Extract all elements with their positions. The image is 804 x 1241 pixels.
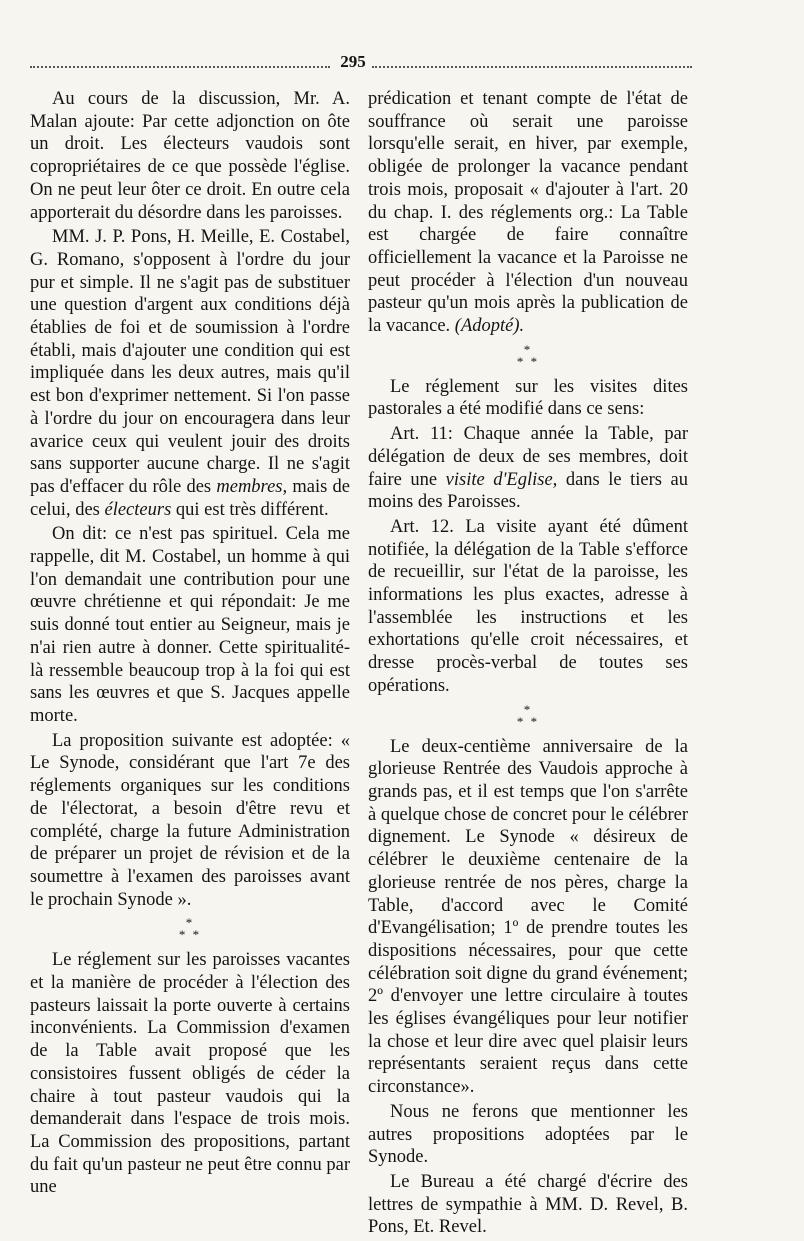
separator-star-top: * bbox=[523, 341, 533, 357]
separator-star-top: * bbox=[185, 915, 195, 931]
right-paragraph-7: Le Bureau a été chargé d'écrire des lettres de sympathie à MM. D. Revel, B. Pons, Et. Revel. bbox=[368, 1171, 688, 1238]
separator-star-top: * bbox=[523, 701, 533, 717]
separator-star-bottom: * * bbox=[516, 713, 540, 729]
section-separator-stars bbox=[30, 917, 350, 941]
right-paragraph-6: Nous ne ferons que mentionner les autres propositions adoptées par le Synode. bbox=[368, 1101, 688, 1168]
membres-emphasis: membres, bbox=[216, 476, 288, 497]
left-paragraph-2-part-b: mais de celui, des bbox=[30, 476, 350, 520]
visite-eglise-emphasis: visite d'Eglise, bbox=[445, 469, 558, 490]
right-paragraph-3-part-b: dans le tiers au moins des Paroisses. bbox=[368, 469, 688, 513]
right-paragraph-2: Le réglement sur les visites dites pastorales a été modifié dans ce sens: bbox=[368, 376, 688, 420]
right-paragraph-3 bbox=[368, 423, 688, 514]
separator-star-bottom: * * bbox=[178, 927, 202, 943]
separator-star-bottom: * * bbox=[516, 353, 540, 369]
electeurs-emphasis: électeurs bbox=[104, 499, 172, 520]
right-paragraph-3-part-a: Art. 11: Chaque année la Table, par délégation de deux de ses membres, doit faire une bbox=[368, 424, 688, 490]
section-separator-stars bbox=[368, 701, 688, 729]
left-paragraph-2 bbox=[30, 226, 350, 521]
adopte-emphasis: (Adopté). bbox=[454, 316, 525, 337]
section-separator-stars bbox=[368, 341, 688, 369]
header-rule-left bbox=[30, 66, 330, 68]
left-paragraph-2-part-c: qui est très différent. bbox=[171, 499, 329, 520]
right-paragraph-4: Art. 12. La visite ayant été dûment notifiée, la délégation de la Table s'efforce de recueillir, sur l'état de la paroisse, les informations les plus exactes, adresse à l'assemblée les instructions et les exhortations qu'elle croit nécessaires, et dresse procès-verbal de toutes ses opérations. bbox=[368, 516, 688, 696]
right-paragraph-1-text: prédication et tenant compte de l'état de souffrance où serait une paroisse lorsqu'elle serait, en hiver, par exemple, obligée de prolonger la vacance pendant trois mois, proposait « d'ajouter à l'art. 20 du chap. I. des réglements org.: La Table est chargée de faire connaître officiellement la vacance et la Paroisse ne peut procéder à l'élection d'un nouveau pasteur qu'un mois après la publication de la vacance. bbox=[368, 89, 688, 337]
left-paragraph-5: Le réglement sur les paroisses vacantes et la manière de procéder à l'élection des pasteurs laissait la porte ouverte à certains inconvénients. La Commission d'examen de la Table avait proposé que les consistoires fussent obligés de céder la chaire à tout pasteur vaudois qui la demanderait dans l'espace de trois mois. La Commission des propositions, partant du fait qu'un pasteur ne peut être connu par une bbox=[30, 950, 350, 1198]
left-paragraph-2-part-a: MM. J. P. Pons, H. Meille, E. Costabel, G. Romano, s'opposent à l'ordre du jour pur et simple. Il ne s'agit pas de substituer une question d'argent aux conditions déjà établies de foi et de soumission à l'ordre établi, mais d'ajouter une condition qui est impliquée dans les deux autres, mais qu'il est bon d'exprimer nettement. Si l'on passe à l'ordre du jour on encouragera dans leur avarice ceux qui veulent jouir des droits sans supporter aucune charge. Il ne s'agit pas d'effacer du rôle des bbox=[30, 227, 350, 497]
right-column bbox=[368, 88, 688, 1241]
left-paragraph-4: La proposition suivante est adoptée: « Le Synode, considérant que l'art 7e des réglements organiques sur les conditions de l'électorat, a besoin d'être revu et complété, charge la future Administration de préparer un projet de révision et de la soumettre à l'examen des paroisses avant le prochain Synode ». bbox=[30, 730, 350, 910]
right-paragraph-1 bbox=[368, 88, 688, 338]
left-paragraph-1: Au cours de la discussion, Mr. A. Malan ajoute: Par cette adjonction on ôte un droit. Les électeurs vaudois sont copropriétaires de ce que possède l'église. On ne peut leur ôter ce droit. En outre cela apporterait du désordre dans les paroisses. bbox=[30, 89, 350, 223]
right-paragraph-5: Le deux-centième anniversaire de la glorieuse Rentrée des Vaudois approche à grands pas, et il est temps que l'on s'arrête à quelque chose de concret pour le célébrer dignement. Le Synode « désireux de célébrer le deuxième centenaire de la glorieuse rentrée de nos pères, charge la Table, d'accord avec le Comité d'Evangélisation; 1º de prendre toutes les dispositions nécessaires, pour que cette célébration soit digne du grand événement; 2º d'envoyer une lettre circulaire à toutes les églises évangéliques pour leur notifier la chose et leur dire avec quel plaisir leurs représentants seraient reçus dans cette circonstance». bbox=[368, 736, 688, 1098]
header-rule-right bbox=[372, 66, 692, 68]
left-column bbox=[30, 88, 350, 1201]
left-paragraph-3: On dit: ce n'est pas spirituel. Cela me rappelle, dit M. Costabel, un homme à qui l'on demandait une contribution pour une œuvre chrétienne et qui répondait: Je me suis donné tout entier au Seigneur, mais je n'ai rien autre à donner. Cette spiritualité-là ressemble beaucoup trop à la foi qui est sans les œuvres et que S. Jacques appelle morte. bbox=[30, 524, 350, 726]
page-number: 295 bbox=[340, 52, 366, 71]
